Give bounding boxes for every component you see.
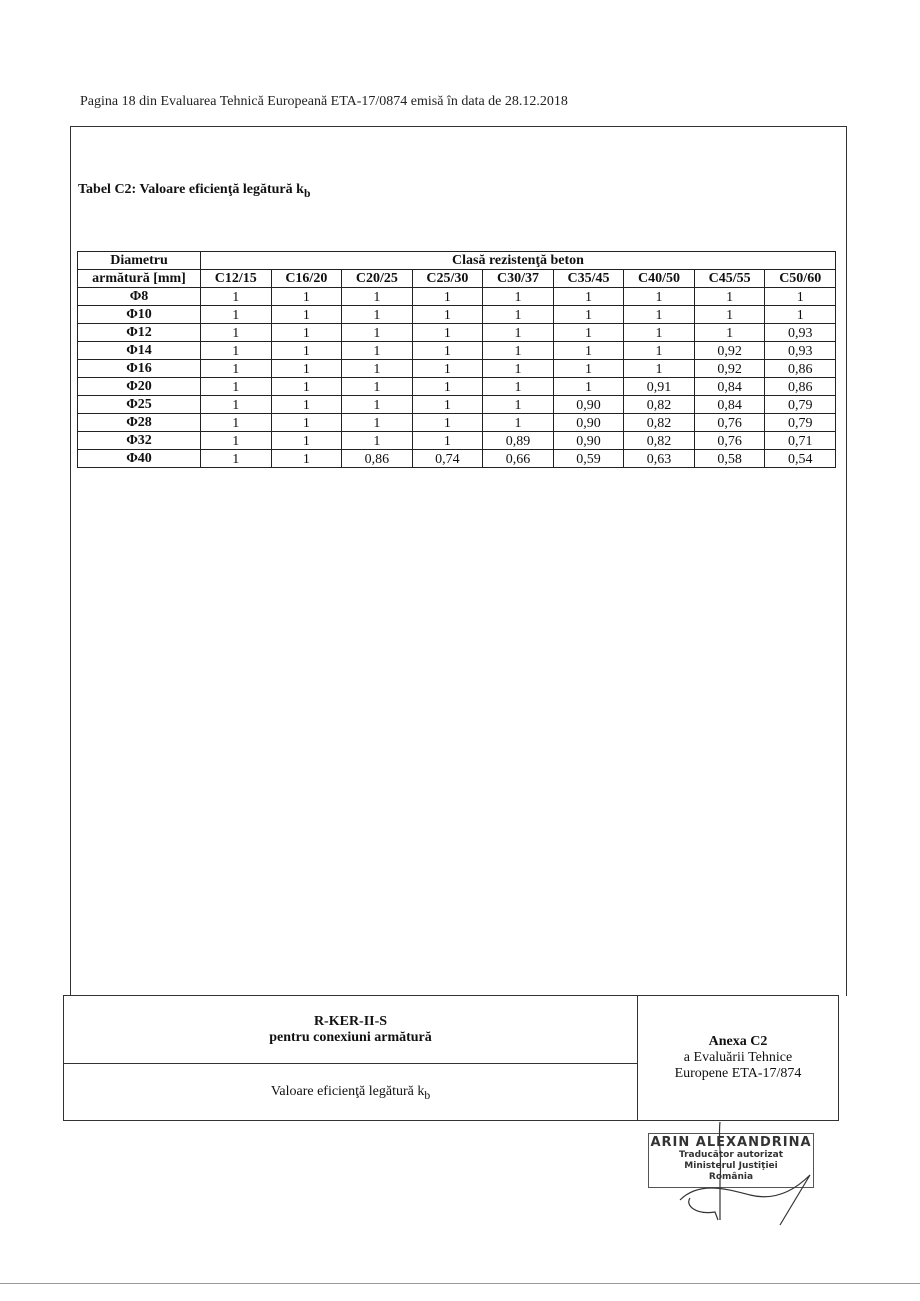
diameter-cell: Φ12 (78, 324, 201, 342)
value-cell: 1 (624, 360, 695, 378)
value-cell: 1 (412, 396, 483, 414)
annex-cell (638, 996, 838, 1120)
value-cell: 0,91 (624, 378, 695, 396)
value-cell: 0,79 (765, 396, 836, 414)
section-title: Valoare eficienţă legătură k (270, 1084, 425, 1099)
value-cell: 0,76 (694, 432, 765, 450)
value-cell: 1 (201, 414, 272, 432)
value-cell: 0,90 (553, 432, 624, 450)
row-header-line1: Diametru (78, 252, 201, 270)
value-cell: 1 (412, 432, 483, 450)
column-header: C30/37 (483, 270, 554, 288)
value-cell: 1 (271, 432, 342, 450)
value-cell: 1 (201, 396, 272, 414)
value-cell: 1 (271, 414, 342, 432)
value-cell: 1 (201, 342, 272, 360)
value-cell: 0,89 (483, 432, 554, 450)
diameter-cell: Φ28 (78, 414, 201, 432)
value-cell: 1 (342, 360, 413, 378)
value-cell: 1 (765, 288, 836, 306)
value-cell: 0,90 (553, 396, 624, 414)
value-cell: 0,71 (765, 432, 836, 450)
diameter-cell: Φ14 (78, 342, 201, 360)
footer-box (63, 995, 839, 1121)
value-cell: 1 (483, 396, 554, 414)
value-cell: 1 (271, 324, 342, 342)
table-row (78, 414, 836, 432)
diameter-cell: Φ25 (78, 396, 201, 414)
value-cell: 0,93 (765, 324, 836, 342)
value-cell: 0,82 (624, 432, 695, 450)
row-header-line2: armătură [mm] (78, 270, 201, 288)
value-cell: 1 (342, 378, 413, 396)
value-cell: 1 (483, 288, 554, 306)
diameter-cell: Φ20 (78, 378, 201, 396)
column-header: C12/15 (201, 270, 272, 288)
value-cell: 1 (624, 342, 695, 360)
value-cell: 1 (201, 432, 272, 450)
value-cell: 0,76 (694, 414, 765, 432)
value-cell: 0,86 (765, 360, 836, 378)
value-cell: 1 (412, 342, 483, 360)
stamp-name: ARIN ALEXANDRINA (650, 1135, 812, 1150)
value-cell: 0,84 (694, 396, 765, 414)
value-cell: 1 (412, 288, 483, 306)
product-name: R-KER-II-S (313, 1014, 388, 1029)
value-cell: 1 (271, 306, 342, 324)
value-cell: 1 (342, 306, 413, 324)
value-cell: 1 (553, 378, 624, 396)
value-cell: 1 (483, 324, 554, 342)
value-cell: 1 (694, 306, 765, 324)
value-cell: 1 (624, 288, 695, 306)
column-header: C25/30 (412, 270, 483, 288)
diameter-cell: Φ8 (78, 288, 201, 306)
table-row (78, 378, 836, 396)
table-row (78, 342, 836, 360)
stamp-line3: România (708, 1172, 754, 1182)
annex-title: Anexa C2 (708, 1034, 768, 1049)
value-cell: 1 (201, 378, 272, 396)
value-cell: 0,84 (694, 378, 765, 396)
table-title (78, 182, 310, 200)
table-row (78, 324, 836, 342)
product-cell (64, 996, 638, 1064)
value-cell: 1 (483, 414, 554, 432)
column-header: C20/25 (342, 270, 413, 288)
value-cell: 1 (483, 342, 554, 360)
signature-icon (660, 1120, 820, 1230)
value-cell: 0,90 (553, 414, 624, 432)
bond-efficiency-table (77, 251, 836, 468)
value-cell: 1 (694, 288, 765, 306)
page-header: Pagina 18 din Evaluarea Tehnică Europeană ETA-17/0874 emisă în data de 28.12.2018 (80, 94, 568, 109)
value-cell: 1 (624, 324, 695, 342)
table-row (78, 288, 836, 306)
value-cell: 1 (271, 360, 342, 378)
value-cell: 1 (201, 306, 272, 324)
value-cell: 1 (483, 306, 554, 324)
value-cell: 1 (271, 288, 342, 306)
value-cell: 1 (412, 360, 483, 378)
value-cell: 0,93 (765, 342, 836, 360)
value-cell: 1 (553, 324, 624, 342)
section-title-cell (64, 1064, 638, 1120)
diameter-cell: Φ16 (78, 360, 201, 378)
annex-line2: a Evaluării Tehnice (683, 1050, 793, 1065)
annex-line3: Europene ETA-17/874 (674, 1066, 802, 1081)
diameter-cell: Φ40 (78, 450, 201, 468)
table-row (78, 360, 836, 378)
table-row (78, 306, 836, 324)
value-cell: 1 (342, 396, 413, 414)
diameter-cell: Φ32 (78, 432, 201, 450)
value-cell: 0,66 (483, 450, 554, 468)
value-cell: 1 (412, 414, 483, 432)
value-cell: 0,92 (694, 360, 765, 378)
column-header: C40/50 (624, 270, 695, 288)
table-row (78, 450, 836, 468)
bottom-rule (0, 1283, 920, 1284)
value-cell: 1 (553, 288, 624, 306)
value-cell: 1 (201, 450, 272, 468)
value-cell: 0,82 (624, 414, 695, 432)
value-cell: 0,74 (412, 450, 483, 468)
value-cell: 1 (342, 414, 413, 432)
product-description: pentru conexiuni armătură (269, 1030, 432, 1045)
value-cell: 1 (342, 288, 413, 306)
table-title-text: Tabel C2: Valoare eficienţă legătură k (78, 182, 304, 197)
column-header: C45/55 (694, 270, 765, 288)
stamp-line2: Ministerul Justiţiei (684, 1161, 778, 1171)
value-cell: 1 (271, 396, 342, 414)
value-cell: 1 (201, 360, 272, 378)
value-cell: 1 (201, 324, 272, 342)
value-cell: 0,79 (765, 414, 836, 432)
value-cell: 1 (765, 306, 836, 324)
value-cell: 1 (201, 288, 272, 306)
value-cell: 1 (412, 324, 483, 342)
value-cell: 1 (342, 342, 413, 360)
column-header: C50/60 (765, 270, 836, 288)
value-cell: 0,92 (694, 342, 765, 360)
table-body (78, 288, 836, 468)
value-cell: 1 (624, 306, 695, 324)
value-cell: 1 (342, 432, 413, 450)
concrete-class-group-header: Clasă rezistenţă beton (201, 252, 836, 270)
column-header: C16/20 (271, 270, 342, 288)
column-header: C35/45 (553, 270, 624, 288)
value-cell: 1 (553, 360, 624, 378)
table-title-subscript: b (303, 186, 311, 200)
value-cell: 0,58 (694, 450, 765, 468)
section-title-subscript: b (424, 1088, 431, 1102)
value-cell: 1 (271, 450, 342, 468)
diameter-cell: Φ10 (78, 306, 201, 324)
value-cell: 1 (483, 378, 554, 396)
value-cell: 1 (553, 342, 624, 360)
value-cell: 1 (412, 306, 483, 324)
value-cell: 1 (553, 306, 624, 324)
value-cell: 0,82 (624, 396, 695, 414)
value-cell: 0,86 (342, 450, 413, 468)
value-cell: 1 (412, 378, 483, 396)
table-row (78, 396, 836, 414)
value-cell: 0,54 (765, 450, 836, 468)
value-cell: 0,86 (765, 378, 836, 396)
table-row (78, 432, 836, 450)
value-cell: 1 (271, 378, 342, 396)
value-cell: 1 (483, 360, 554, 378)
value-cell: 0,63 (624, 450, 695, 468)
stamp-line1: Traducător autorizat (678, 1150, 784, 1160)
value-cell: 1 (271, 342, 342, 360)
value-cell: 1 (342, 324, 413, 342)
value-cell: 0,59 (553, 450, 624, 468)
value-cell: 1 (694, 324, 765, 342)
